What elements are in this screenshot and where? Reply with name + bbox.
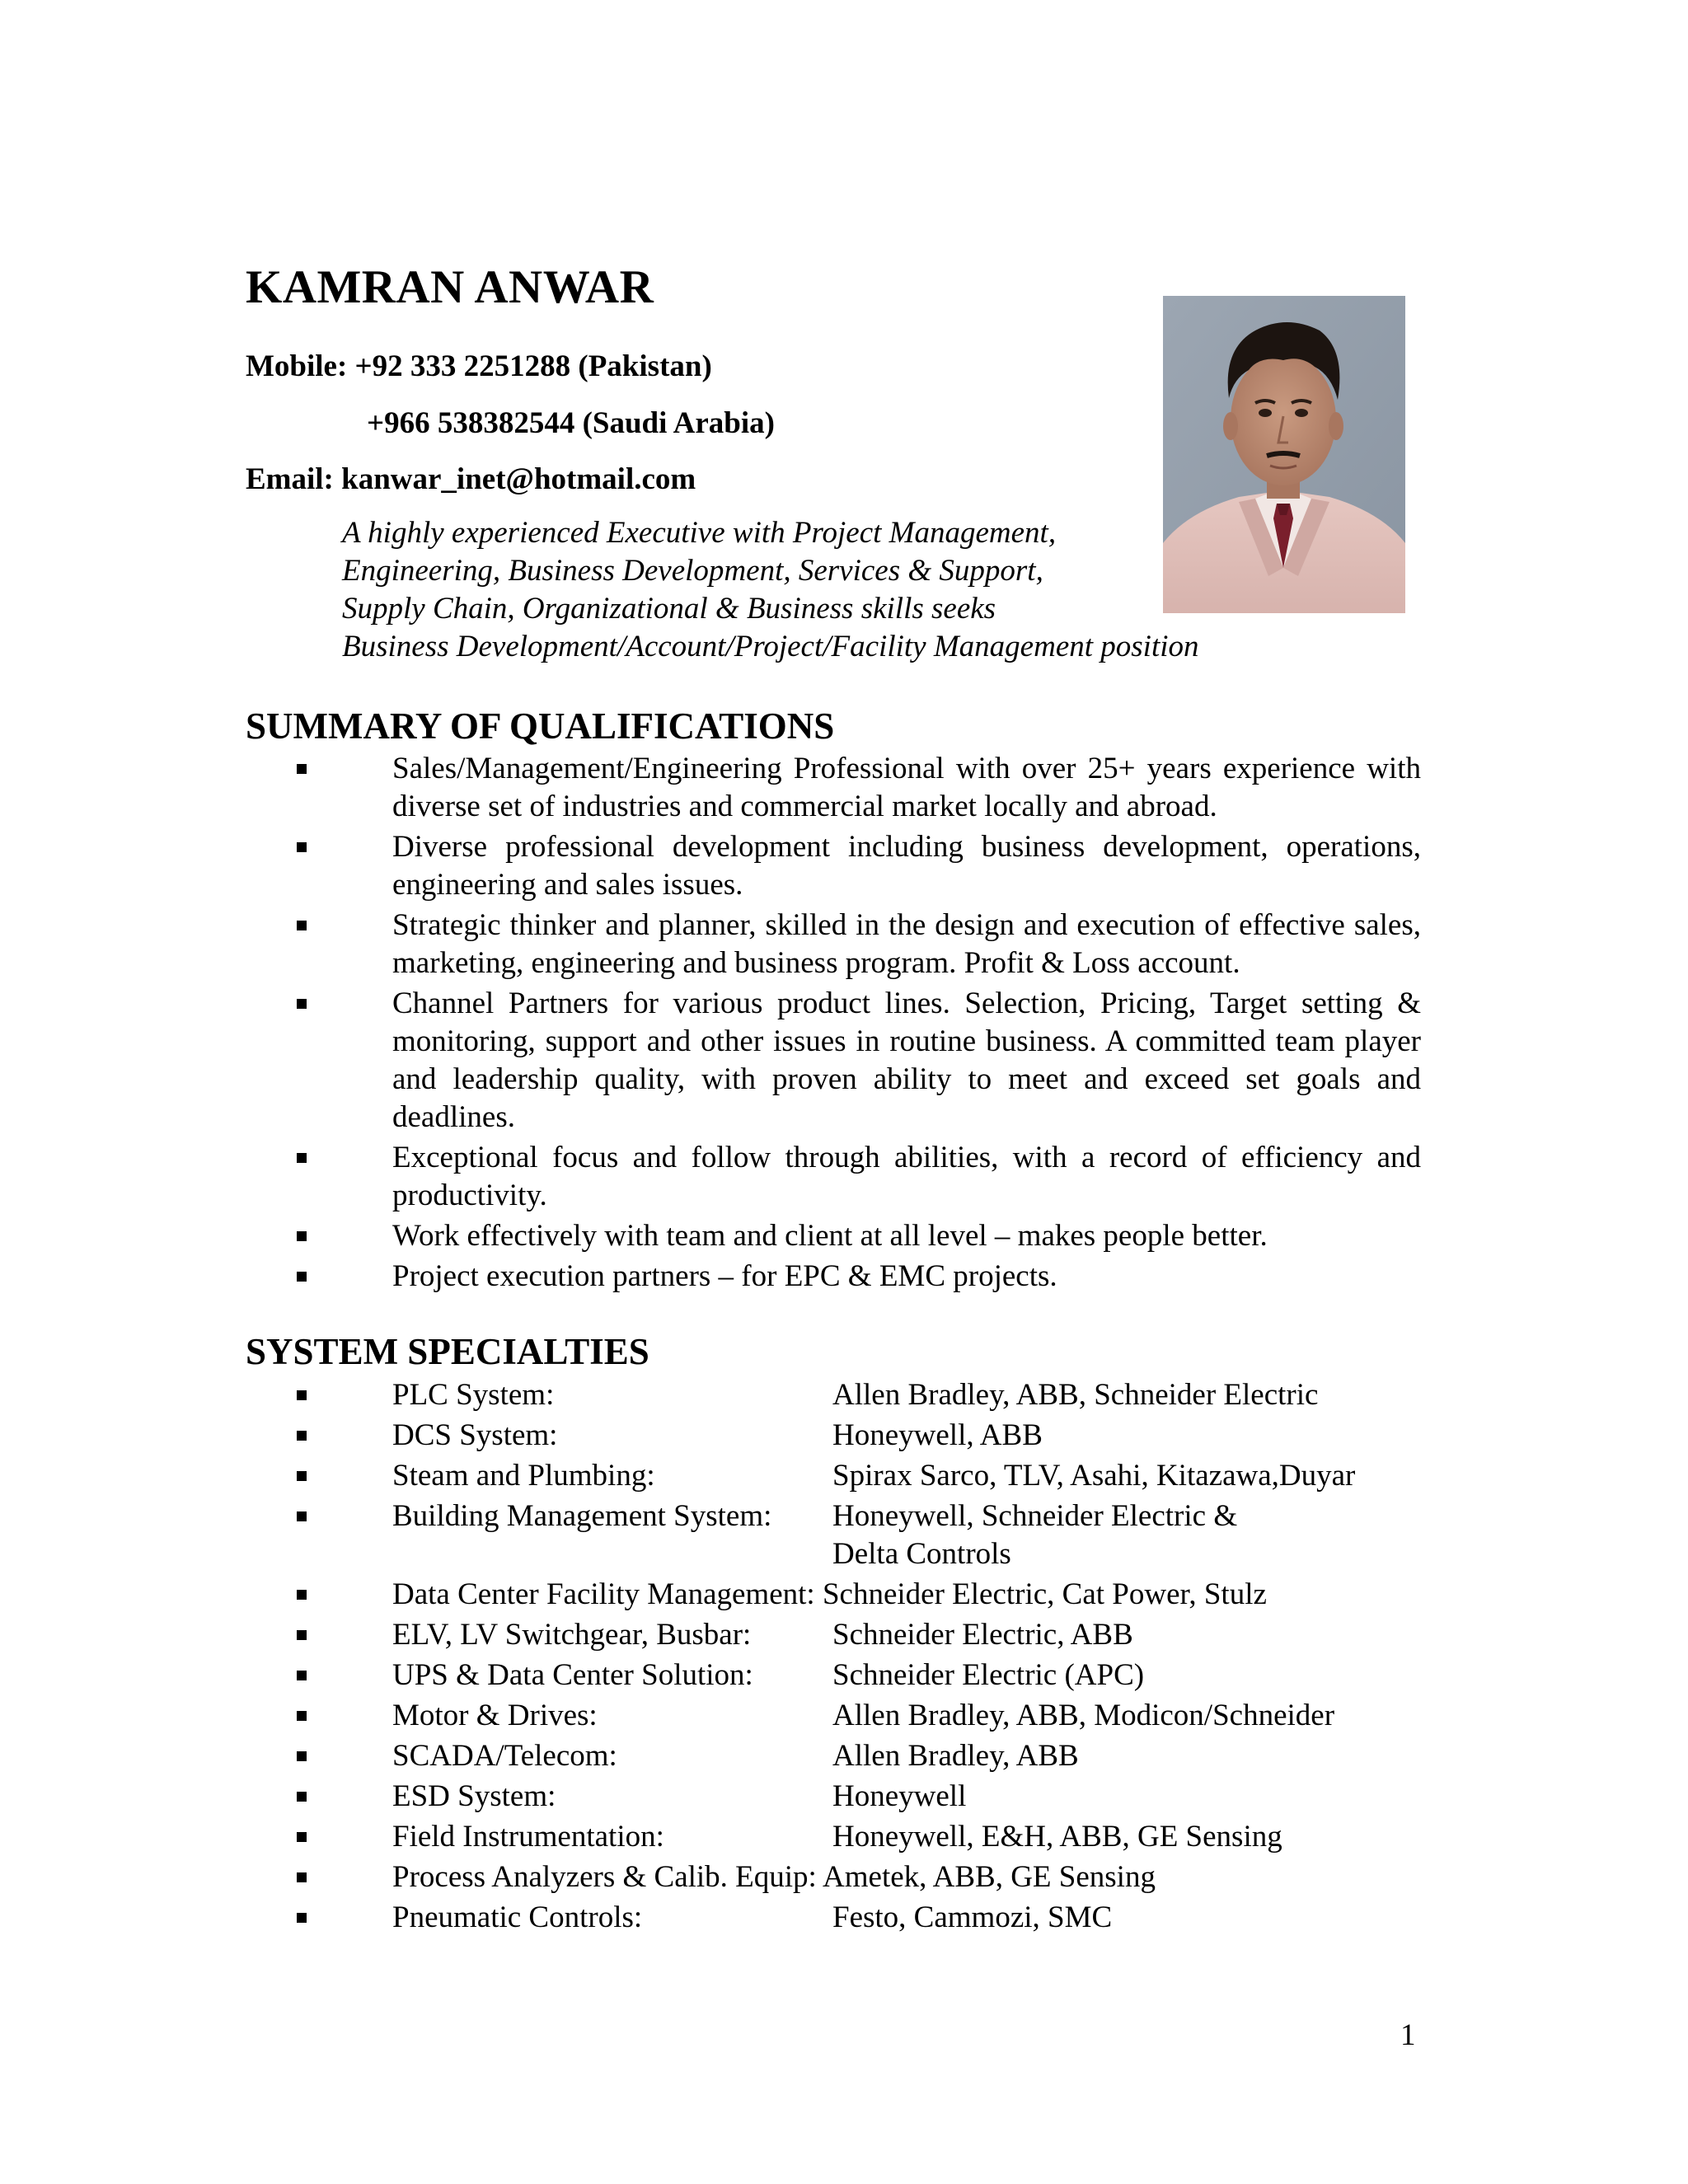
specialty-value-line: Delta Controls xyxy=(832,1537,1011,1571)
specialty-inline-text: Data Center Facility Management: Schneider Electric, Cat Power, Stulz xyxy=(392,1577,1267,1611)
summary-item-text: Exceptional focus and follow through abilities, with a record of efficiency and productivity. xyxy=(392,1141,1421,1212)
summary-heading: SUMMARY OF QUALIFICATIONS xyxy=(246,705,835,747)
specialty-item xyxy=(246,1376,1421,1414)
specialty-item xyxy=(246,1899,1421,1937)
specialty-item xyxy=(246,1737,1421,1775)
specialty-label: PLC System: xyxy=(392,1378,555,1412)
square-bullet-icon xyxy=(297,1711,307,1721)
mobile-saudi-arabia: +966 538382544 (Saudi Arabia) xyxy=(367,406,775,440)
specialty-value xyxy=(832,1376,1318,1414)
square-bullet-icon xyxy=(297,1511,307,1521)
square-bullet-icon xyxy=(297,999,307,1009)
objective-line: Business Development/Account/Project/Facility Management position xyxy=(342,630,1199,663)
specialty-value xyxy=(832,1497,1237,1573)
objective-line: Supply Chain, Organizational & Business skills seeks xyxy=(342,592,996,626)
specialty-label: UPS & Data Center Solution: xyxy=(392,1658,753,1692)
specialty-item xyxy=(246,1657,1421,1694)
square-bullet-icon xyxy=(297,1832,307,1842)
square-bullet-icon xyxy=(297,1751,307,1761)
specialty-value-line: Honeywell xyxy=(832,1779,967,1813)
square-bullet-icon xyxy=(297,1792,307,1802)
specialty-value xyxy=(832,1899,1112,1937)
specialty-inline-text: Process Analyzers & Calib. Equip: Ametek, ABB, GE Sensing xyxy=(392,1860,1156,1894)
square-bullet-icon xyxy=(297,1630,307,1640)
specialty-value-line: Honeywell, ABB xyxy=(832,1418,1043,1452)
summary-item-text: Channel Partners for various product lines. Selection, Pricing, Target setting & monitoring, support and other issues in routine business. A committed team player and leadership quality, with proven ability to meet and exceed set goals and deadlines. xyxy=(392,987,1421,1134)
square-bullet-icon xyxy=(297,921,307,930)
summary-list xyxy=(246,750,1421,1298)
specialty-value-line: Honeywell, E&H, ABB, GE Sensing xyxy=(832,1820,1282,1854)
specialty-value xyxy=(832,1697,1334,1735)
square-bullet-icon xyxy=(297,1671,307,1680)
specialty-value-line: Schneider Electric (APC) xyxy=(832,1658,1145,1692)
specialty-value-line: Schneider Electric, ABB xyxy=(832,1618,1133,1652)
candidate-name: KAMRAN ANWAR xyxy=(246,261,654,313)
specialty-item xyxy=(246,1818,1421,1856)
specialty-label: ESD System: xyxy=(392,1779,556,1813)
square-bullet-icon xyxy=(297,1272,307,1282)
specialty-item xyxy=(246,1457,1421,1495)
square-bullet-icon xyxy=(297,1590,307,1600)
specialty-value xyxy=(832,1657,1144,1694)
specialty-value xyxy=(832,1778,966,1816)
specialty-value xyxy=(832,1737,1079,1775)
square-bullet-icon xyxy=(297,1471,307,1481)
square-bullet-icon xyxy=(297,1231,307,1241)
specialty-label: Steam and Plumbing: xyxy=(392,1459,655,1493)
square-bullet-icon xyxy=(297,1390,307,1400)
summary-item-text: Strategic thinker and planner, skilled in the design and execution of effective sales, marketing, engineering and business program. Profit & Loss account. xyxy=(392,908,1421,980)
specialty-item xyxy=(246,1576,1421,1614)
specialty-value-line: Festo, Cammozi, SMC xyxy=(832,1900,1113,1934)
objective-line: A highly experienced Executive with Project Management, xyxy=(342,516,1057,550)
specialty-label: Field Instrumentation: xyxy=(392,1820,664,1854)
summary-item-text: Work effectively with team and client at all level – makes people better. xyxy=(392,1219,1268,1253)
summary-item xyxy=(246,1217,1421,1255)
specialty-item xyxy=(246,1697,1421,1735)
specialty-label: Motor & Drives: xyxy=(392,1699,598,1732)
specialties-heading: SYSTEM SPECIALTIES xyxy=(246,1331,649,1372)
summary-item xyxy=(246,907,1421,982)
summary-item-text: Project execution partners – for EPC & EMC projects. xyxy=(392,1259,1057,1293)
summary-item-text: Sales/Management/Engineering Professional with over 25+ years experience with diverse set of industries and commercial market locally and abroad. xyxy=(392,752,1421,823)
specialty-value-line: Allen Bradley, ABB xyxy=(832,1739,1079,1773)
specialties-list xyxy=(246,1376,1421,1939)
square-bullet-icon xyxy=(297,1913,307,1923)
specialty-label: Pneumatic Controls: xyxy=(392,1900,643,1934)
square-bullet-icon xyxy=(297,1153,307,1163)
specialty-value-line: Allen Bradley, ABB, Schneider Electric xyxy=(832,1378,1319,1412)
specialty-value-line: Allen Bradley, ABB, Modicon/Schneider xyxy=(832,1699,1335,1732)
email-address: Email: kanwar_inet@hotmail.com xyxy=(246,462,696,496)
summary-item xyxy=(246,750,1421,826)
summary-item-text: Diverse professional development including business development, operations, engineering and sales issues. xyxy=(392,830,1421,902)
square-bullet-icon xyxy=(297,764,307,774)
square-bullet-icon xyxy=(297,842,307,852)
specialty-item xyxy=(246,1616,1421,1654)
square-bullet-icon xyxy=(297,1431,307,1441)
square-bullet-icon xyxy=(297,1872,307,1882)
summary-item xyxy=(246,1139,1421,1215)
specialty-label: ELV, LV Switchgear, Busbar: xyxy=(392,1618,752,1652)
summary-item xyxy=(246,828,1421,904)
specialty-label: SCADA/Telecom: xyxy=(392,1739,617,1773)
specialty-item xyxy=(246,1417,1421,1455)
portrait-photo xyxy=(1163,296,1405,613)
specialty-value xyxy=(832,1417,1043,1455)
specialty-value-line: Spirax Sarco, TLV, Asahi, Kitazawa,Duyar xyxy=(832,1459,1356,1493)
specialty-item xyxy=(246,1497,1421,1573)
specialty-value xyxy=(832,1818,1282,1856)
objective-line: Engineering, Business Development, Services & Support, xyxy=(342,554,1043,588)
specialty-label: DCS System: xyxy=(392,1418,558,1452)
specialty-value xyxy=(832,1457,1355,1495)
mobile-pakistan: Mobile: +92 333 2251288 (Pakistan) xyxy=(246,349,712,383)
specialty-value xyxy=(832,1616,1133,1654)
specialty-item xyxy=(246,1858,1421,1896)
summary-item xyxy=(246,985,1421,1137)
specialty-value-line: Honeywell, Schneider Electric & xyxy=(832,1499,1238,1533)
summary-item xyxy=(246,1258,1421,1296)
objective-statement xyxy=(342,514,1199,666)
specialty-label: Building Management System: xyxy=(392,1499,772,1533)
specialty-item xyxy=(246,1778,1421,1816)
page-number: 1 xyxy=(1400,2018,1416,2052)
